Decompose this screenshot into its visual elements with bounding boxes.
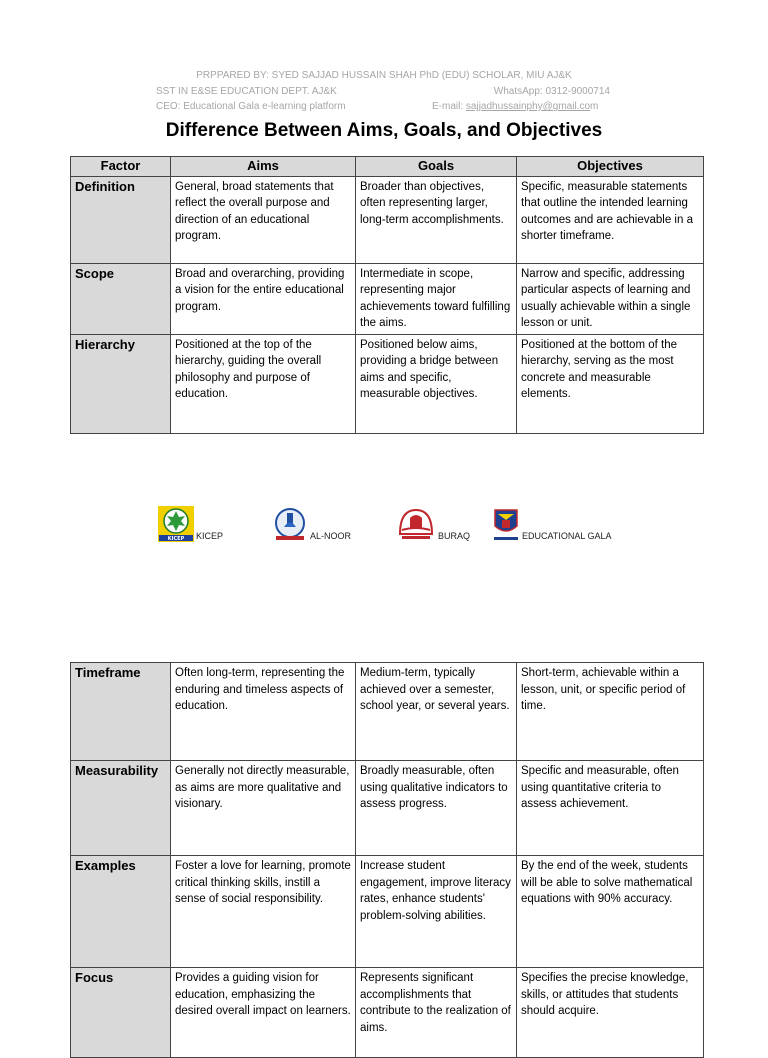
aims-cell: Positioned at the top of the hierarchy, guiding the overall philosophy and purpose of education. <box>171 334 356 433</box>
alnoor-label: AL-NOOR <box>310 531 352 541</box>
factor-cell: Timeframe <box>71 663 171 761</box>
objectives-cell: Specific and measurable, often using quantitative criteria to assess achievement. <box>517 761 704 856</box>
table-row-scope <box>71 263 704 334</box>
goals-cell: Broadly measurable, often using qualitative indicators to assess progress. <box>356 761 517 856</box>
table-row-timeframe <box>71 663 704 761</box>
goals-cell: Broader than objectives, often representing larger, long-term accomplishments. <box>356 176 517 263</box>
table-row-definition <box>71 176 704 263</box>
email-link[interactable]: sajjadhussainphy@gmail.co <box>465 101 591 112</box>
factor-cell: Examples <box>71 856 171 968</box>
table-row-hierarchy <box>71 334 704 433</box>
gala-label: EDUCATIONAL GALA <box>522 531 612 541</box>
goals-cell: Medium-term, typically achieved over a semester, school year, or several years. <box>356 663 517 761</box>
email-tail: m <box>590 101 599 112</box>
aims-cell: Provides a guiding vision for education, emphasizing the desired overall impact on learners. <box>171 968 356 1058</box>
aims-cell: Generally not directly measurable, as aims are more qualitative and visionary. <box>171 761 356 856</box>
table-row-examples <box>71 856 704 968</box>
goals-cell: Increase student engagement, improve literacy rates, enhance students' problem-solving abilities. <box>356 856 517 968</box>
kicep-emblem <box>158 506 194 542</box>
kicep-logo <box>158 506 223 542</box>
ceo-line: CEO: Educational Gala e-learning platform <box>156 101 346 112</box>
factor-cell: Hierarchy <box>71 334 171 433</box>
gala-emblem <box>492 506 520 542</box>
goals-cell: Intermediate in scope, representing major achievements toward fulfilling the aims. <box>356 263 517 334</box>
factor-cell: Scope <box>71 263 171 334</box>
position-line: SST IN E&SE EDUCATION DEPT. AJ&K <box>156 86 337 97</box>
header-objectives: Objectives <box>517 157 704 177</box>
table-row-focus <box>71 968 704 1058</box>
header-aims: Aims <box>171 157 356 177</box>
page-title: Difference Between Aims, Goals, and Objectives <box>165 120 603 141</box>
aims-cell: Often long-term, representing the enduring and timeless aspects of education. <box>171 663 356 761</box>
whatsapp-line: WhatsApp: 0312-9000714 <box>493 86 610 97</box>
objectives-cell: Positioned at the bottom of the hierarchy, serving as the most concrete and measurable elements. <box>517 334 704 433</box>
kicep-badge-text: KICEP <box>167 536 185 542</box>
comparison-table-part-2 <box>70 662 704 1058</box>
goals-cell: Represents significant accomplishments that contribute to the realization of aims. <box>356 968 517 1058</box>
prepared-by-line: PRPPARED BY: SYED SAJJAD HUSSAIN SHAH PhD (EDU) SCHOLAR, MIU AJ&K <box>196 70 572 81</box>
objectives-cell: Specific, measurable statements that outline the intended learning outcomes and are achievable in a shorter timeframe. <box>517 176 704 263</box>
factor-cell: Measurability <box>71 761 171 856</box>
table-header-row <box>71 157 704 177</box>
aims-cell: Broad and overarching, providing a vision for the entire educational program. <box>171 263 356 334</box>
comparison-table-part-1 <box>70 156 704 434</box>
objectives-cell: Specifies the precise knowledge, skills, or attitudes that students should acquire. <box>517 968 704 1058</box>
buraq-logo <box>396 506 470 542</box>
aims-cell: Foster a love for learning, promote critical thinking skills, instill a sense of social responsibility. <box>171 856 356 968</box>
aims-cell: General, broad statements that reflect the overall purpose and direction of an educational program. <box>171 176 356 263</box>
factor-cell: Definition <box>71 176 171 263</box>
kicep-label: KICEP <box>196 531 224 541</box>
alnoor-logo <box>272 506 351 542</box>
educational-gala-logo <box>492 506 612 542</box>
table-row-measurability <box>71 761 704 856</box>
goals-cell: Positioned below aims, providing a bridge between aims and specific, measurable objectives. <box>356 334 517 433</box>
objectives-cell: Narrow and specific, addressing particular aspects of learning and usually achievable within a single lesson or unit. <box>517 263 704 334</box>
objectives-cell: By the end of the week, students will be able to solve mathematical equations with 90% accuracy. <box>517 856 704 968</box>
buraq-label: BURAQ <box>438 531 471 541</box>
alnoor-emblem <box>272 506 308 542</box>
header-factor: Factor <box>71 157 171 177</box>
header-goals: Goals <box>356 157 517 177</box>
email-line <box>432 101 598 112</box>
factor-cell: Focus <box>71 968 171 1058</box>
buraq-emblem <box>396 506 436 542</box>
objectives-cell: Short-term, achievable within a lesson, unit, or specific period of time. <box>517 663 704 761</box>
email-label: E-mail: <box>432 101 466 112</box>
